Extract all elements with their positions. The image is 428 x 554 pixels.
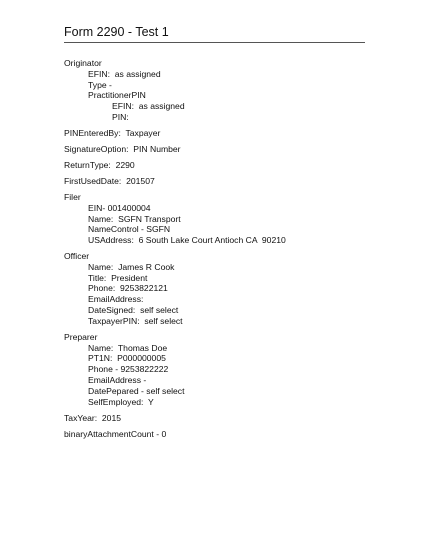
- pin-entered-by: PINEnteredBy: Taxpayer: [64, 127, 161, 138]
- signature-option: SignatureOption: PIN Number: [64, 143, 181, 154]
- title-divider: [64, 42, 365, 43]
- filer-ein: EIN- 001400004: [88, 202, 151, 213]
- preparer-date-prepared: DatePepared - self select: [88, 385, 185, 396]
- return-type: ReturnType: 2290: [64, 159, 135, 170]
- originator-type: Type -: [88, 79, 112, 90]
- practitioner-pin-heading: PractitionerPIN: [88, 90, 146, 101]
- officer-title: Title: President: [88, 272, 148, 283]
- form-content: [64, 58, 286, 439]
- officer-email: EmailAddress:: [88, 294, 144, 305]
- binary-attachment-count: binaryAttachmentCount - 0: [64, 428, 167, 439]
- preparer-email: EmailAddress -: [88, 375, 147, 386]
- preparer-phone: Phone - 9253822222: [88, 364, 169, 375]
- filer-name: Name: SGFN Transport: [88, 213, 181, 224]
- originator-efin: EFIN: as assigned: [88, 68, 161, 79]
- tax-year: TaxYear: 2015: [64, 412, 122, 423]
- preparer-heading: Preparer: [64, 331, 98, 342]
- officer-taxpayer-pin: TaxpayerPIN: self select: [88, 315, 183, 326]
- officer-name: Name: James R Cook: [88, 261, 175, 272]
- preparer-name: Name: Thomas Doe: [88, 342, 168, 353]
- page-title: Form 2290 - Test 1: [64, 25, 169, 39]
- originator-heading: Originator: [64, 58, 102, 68]
- practitioner-efin: EFIN: as assigned: [112, 101, 185, 112]
- practitioner-pin: PIN:: [112, 111, 129, 122]
- officer-heading: Officer: [64, 251, 90, 262]
- first-used-date: FirstUsedDate: 201507: [64, 175, 155, 186]
- filer-us-address: USAddress: 6 South Lake Court Antioch CA 90210: [88, 235, 286, 246]
- preparer-self-employed: SelfEmployed: Y: [88, 396, 154, 407]
- filer-name-control: NameControl - SGFN: [88, 224, 171, 235]
- officer-date-signed: DateSigned: self select: [88, 305, 179, 316]
- preparer-ptin: PT1N: P000000005: [88, 353, 166, 364]
- officer-phone: Phone: 9253822121: [88, 283, 168, 294]
- filer-heading: Filer: [64, 191, 81, 202]
